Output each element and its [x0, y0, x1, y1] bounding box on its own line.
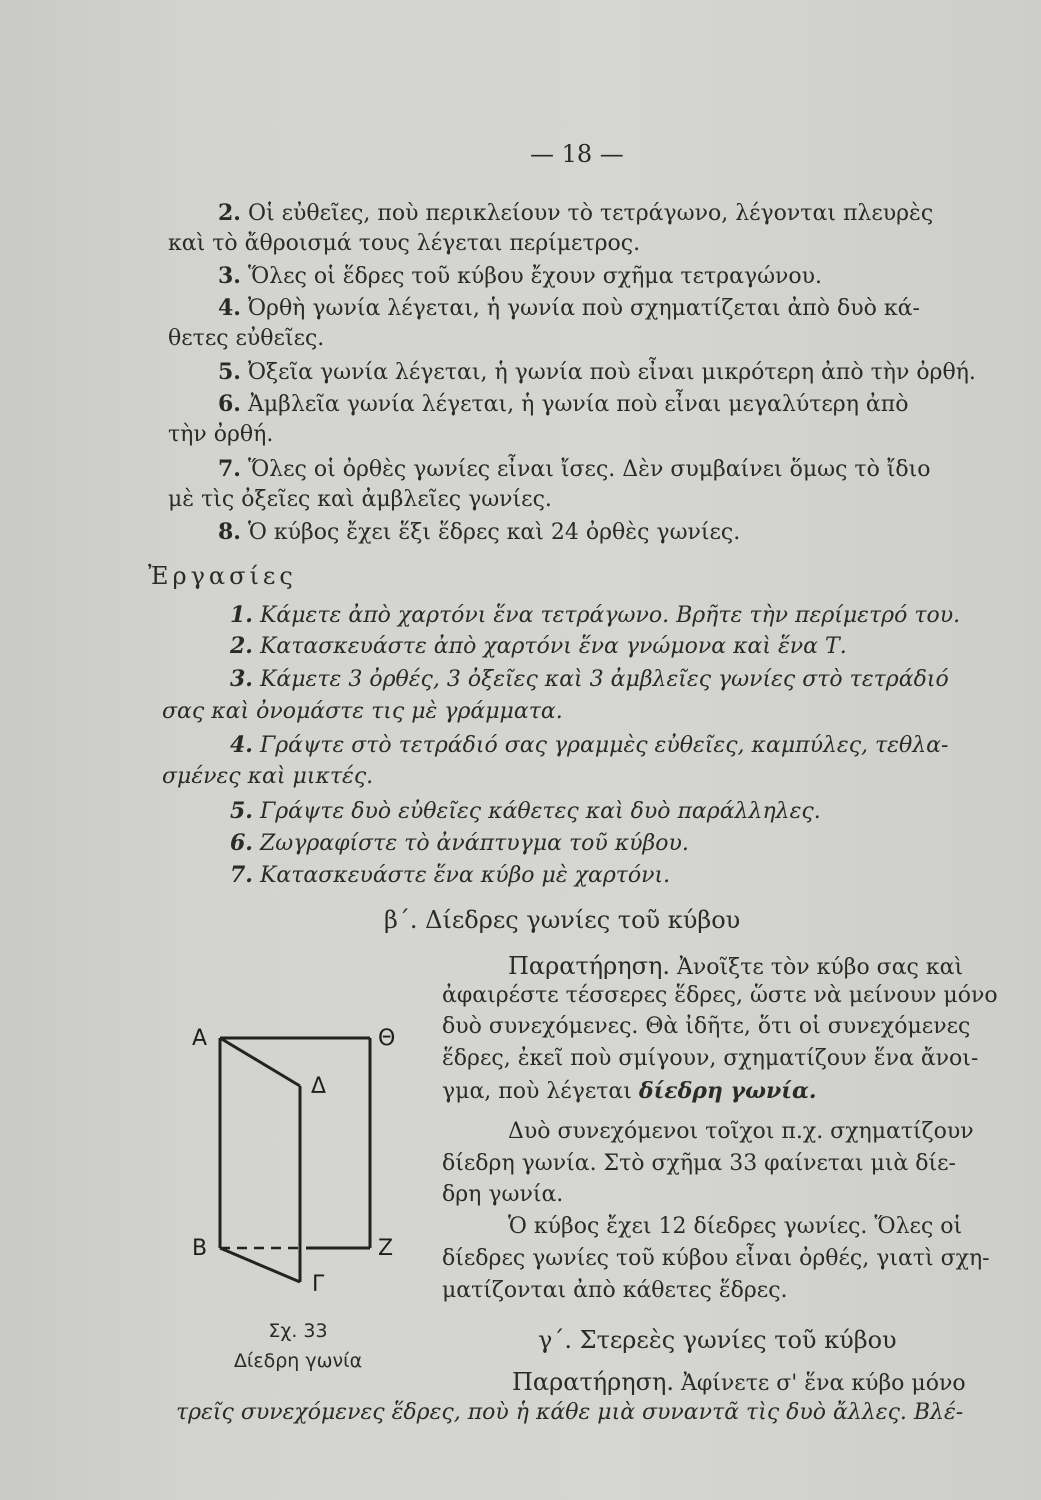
figure-label-b: B [192, 1236, 208, 1261]
definition-text: Ὅλες οἱ ἕδρες τοῦ κύβου ἔχουν σχῆμα τετραγώνου. [247, 264, 823, 289]
section-b-line-9: Ὁ κύβος ἔχει 12 δίεδρες γωνίες. Ὅλες οἱ [508, 1214, 963, 1239]
exercise-number: 4. [230, 732, 253, 758]
exercise-4-line1 [230, 734, 948, 757]
exercise-number: 7. [230, 862, 253, 888]
exercise-1-line1 [230, 604, 960, 627]
figure-caption-title: Δίεδρη γωνία [233, 1350, 363, 1372]
definition-6-line2: τὴν ὀρθή. [168, 422, 274, 447]
definition-number: 5. [218, 359, 241, 385]
definition-number: 8. [218, 519, 241, 545]
definition-4-line1 [218, 297, 920, 320]
definition-7-line1 [218, 458, 931, 481]
definition-text: Οἱ εὐθεῖες, ποὺ περικλείουν τὸ τετράγωνο, λέγονται πλευρὲς [247, 201, 934, 226]
definition-text: Ἀμβλεῖα γωνία λέγεται, ἡ γωνία ποὺ εἶναι μεγαλύτερη ἀπὸ [247, 392, 909, 417]
exercise-6-line1 [230, 832, 689, 855]
section-b-title: β΄. Δίεδρες γωνίες τοῦ κύβου [384, 906, 741, 934]
exercise-text: Κάμετε ἀπὸ χαρτόνι ἕνα τετράγωνο. Βρῆτε τὴν περίμετρό του. [259, 603, 961, 628]
definition-number: 2. [218, 200, 241, 226]
exercise-number: 6. [230, 830, 253, 856]
exercise-7-line1 [230, 864, 670, 887]
section-b-line-2: δυὸ συνεχόμενες. Θὰ ἰδῆτε, ὅτι οἱ συνεχόμενες [442, 1014, 971, 1039]
definition-2-line1 [218, 202, 933, 225]
figure-fold-top [220, 1038, 300, 1086]
figure-label-z: Z [378, 1236, 394, 1261]
exercise-text: Γράψτε στὸ τετράδιό σας γραμμὲς εὐθεῖες, καμπύλες, τεθλα- [259, 733, 949, 758]
definition-number: 4. [218, 295, 241, 321]
exercise-number: 3. [230, 666, 253, 692]
exercise-text: Κατασκευάστε ἀπὸ χαρτόνι ἕνα γνώμονα καὶ ἕνα Τ. [259, 634, 847, 659]
definition-text: Ὅλες οἱ ὀρθὲς γωνίες εἶναι ἴσες. Δὲν συμβαίνει ὅμως τὸ ἴδιο [247, 457, 931, 482]
section-b-line-0 [508, 954, 963, 979]
exercise-text: Κατασκευάστε ἕνα κύβο μὲ χαρτόνι. [259, 863, 671, 888]
figure-label-a: A [192, 1026, 208, 1051]
exercise-3-line2: σας καὶ ὀνομάστε τις μὲ γράμματα. [162, 699, 563, 724]
exercise-4-line2: σμένες καὶ μικτές. [162, 764, 374, 789]
exercise-number: 1. [230, 602, 253, 628]
exercise-text: Γράψτε δυὸ εὐθεῖες κάθετες καὶ δυὸ παράλληλες. [259, 799, 821, 824]
section-b-line-7: δίεδρη γωνία. Στὸ σχῆμα 33 φαίνεται μιὰ δίε- [442, 1151, 956, 1176]
section-b-line-8: δρη γωνία. [442, 1182, 564, 1207]
exercise-number: 2. [230, 633, 253, 659]
section-b-line-3: ἕδρες, ἐκεῖ ποὺ σμίγουν, σχηματίζουν ἕνα ἄνοι- [442, 1046, 979, 1071]
section-c-title: γ΄. Στερεὲς γωνίες τοῦ κύβου [538, 1326, 897, 1354]
definition-text: Ὁ κύβος ἔχει ἕξι ἕδρες καὶ 24 ὀρθὲς γωνίες. [247, 520, 741, 545]
definition-5-line1 [218, 361, 976, 384]
exercises-heading: Ἐργασίες [148, 562, 297, 590]
section-b-line-1: ἀφαιρέστε τέσσερες ἕδρες, ὥστε νὰ μείνουν μόνο [442, 983, 998, 1008]
definition-text: Ὀξεῖα γωνία λέγεται, ἡ γωνία ποὺ εἶναι μικρότερη ἀπὸ τὴν ὀρθή. [247, 360, 976, 385]
section-b-line-10: δίεδρες γωνίες τοῦ κύβου εἶναι ὀρθές, γιατὶ σχη- [442, 1246, 990, 1271]
section-b-line-4 [442, 1080, 817, 1103]
section-c-line-1 [512, 1370, 966, 1395]
exercise-5-line1 [230, 800, 821, 823]
dihedral-angle-figure [196, 1030, 386, 1290]
definition-3-line1 [218, 265, 822, 288]
figure-caption-number: Σχ. 33 [268, 1320, 328, 1342]
definition-6-line1 [218, 393, 908, 416]
definition-4-line2: θετες εὐθεῖες. [168, 326, 325, 351]
figure-label-delta: Δ [311, 1074, 327, 1099]
exercise-number: 5. [230, 798, 253, 824]
section-b-line-6: Δυὸ συνεχόμενοι τοῖχοι π.χ. σχηματίζουν [508, 1119, 974, 1144]
exercise-text: Κάμετε 3 ὀρθές, 3 ὀξεῖες καὶ 3 ἀμβλεῖες γωνίες στὸ τετράδιό [259, 667, 949, 692]
section-b-text: Ἀνοῖξτε τὸν κύβο σας καὶ [677, 955, 964, 980]
definition-number: 7. [218, 456, 241, 482]
dihedral-angle-term: δίεδρη γωνία. [638, 1078, 817, 1104]
definition-2-line2: καὶ τὸ ἄθροισμά τους λέγεται περίμετρος. [168, 231, 641, 256]
figure-fold-bottom [220, 1248, 300, 1282]
observation-label: Παρατήρηση. [512, 1368, 674, 1396]
definition-number: 6. [218, 391, 241, 417]
section-b-line-11: ματίζονται ἀπὸ κάθετες ἕδρες. [442, 1278, 788, 1303]
page-number: — 18 — [530, 140, 624, 168]
definition-8-line1 [218, 521, 740, 544]
section-c-line-2: τρεῖς συνεχόμενες ἕδρες, ποὺ ἡ κάθε μιὰ συναντᾶ τὶς δυὸ ἄλλες. Βλέ- [176, 1400, 964, 1425]
exercise-2-line1 [230, 635, 847, 658]
definition-text: Ὀρθὴ γωνία λέγεται, ἡ γωνία ποὺ σχηματίζεται ἀπὸ δυὸ κά- [247, 296, 920, 321]
definition-number: 3. [218, 263, 241, 289]
observation-label: Παρατήρηση. [508, 952, 670, 980]
figure-label-theta: Θ [378, 1026, 396, 1051]
figure-label-gamma: Γ [312, 1272, 325, 1297]
exercise-text: Ζωγραφίστε τὸ ἀνάπτυγμα τοῦ κύβου. [259, 831, 689, 856]
exercise-3-line1 [230, 668, 949, 691]
section-c-text: Ἀφίνετε σ' ἕνα κύβο μόνο [681, 1371, 966, 1396]
definition-7-line2: μὲ τὶς ὀξεῖες καὶ ἀμβλεῖες γωνίες. [168, 487, 552, 512]
section-b-text: γμα, ποὺ λέγεται [442, 1079, 632, 1104]
